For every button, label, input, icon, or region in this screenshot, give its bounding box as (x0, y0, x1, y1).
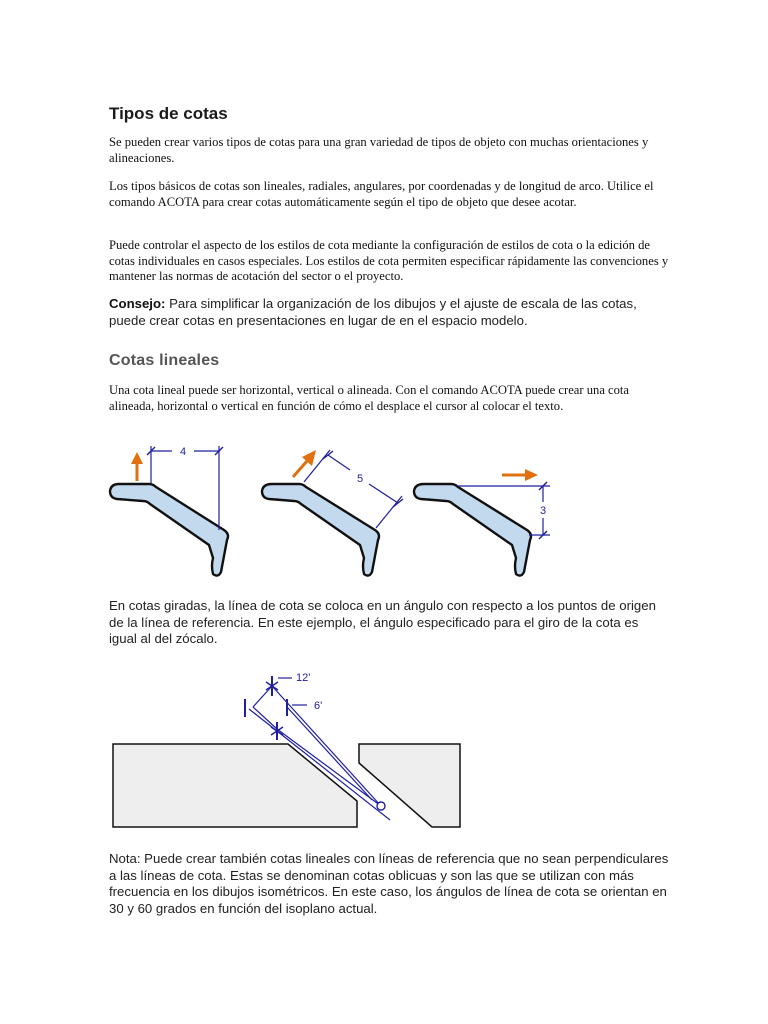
dimension-label-3: 3 (539, 505, 547, 517)
orange-arrow-up-icon (131, 452, 143, 481)
rotated-dimension-figure (100, 665, 480, 830)
dimension-label-5: 5 (356, 473, 364, 485)
dimension-label-4: 4 (179, 446, 187, 458)
section-subtitle: Cotas lineales (109, 352, 220, 369)
molding-profile-2 (262, 484, 379, 576)
linear-dimensions-figure (100, 435, 580, 585)
tip-label: Consejo: (109, 296, 166, 311)
baseboard-block-right (359, 744, 460, 827)
intro-paragraph: Se pueden crear varios tipos de cotas para una gran variedad de tipos de objeto con muchas orientaciones y alineaciones. (109, 135, 649, 165)
oblique-dimension-note: Nota: Puede crear también cotas lineales con líneas de referencia que no sean perpendiculares a las líneas de cota. Estas se denominan cotas oblicuas y son las que se utilizan con más frecuencia en los dibujos isométricos. En este caso, los ángulos de línea de cota se orientan en 30 y 60 grados en función del isoplano actual. (109, 851, 669, 916)
tip-text: Para simplificar la organización de los dibujos y el ajuste de escala de las cotas, puede crear cotas en presentaciones en lugar de en el espacio modelo. (109, 296, 637, 328)
basic-types-paragraph: Los tipos básicos de cotas son lineales, radiales, angulares, por coordenadas y de longitud de arco. Utilice el comando ACOTA para crear cotas automáticamente según el tipo de objeto que desee acotar. (109, 179, 654, 209)
molding-profile-1 (110, 484, 228, 576)
dimension-label-6ft: 6' (314, 700, 323, 712)
dimension-styles-paragraph: Puede controlar el aspecto de los estilos de cota mediante la configuración de estilos de cota o la edición de cotas individuales en casos especiales. Los estilos de cota permiten especificar rápidamente las convenciones y mantener las normas de acotación del sector o el proyecto. (109, 238, 669, 283)
molding-profile-3 (414, 484, 531, 576)
linear-dimension-paragraph: Una cota lineal puede ser horizontal, vertical o alineada. Con el comando ACOTA puede crear una cota alineada, horizontal o vertical en función de cómo el desplace el cursor al colocar el texto. (109, 383, 630, 413)
orange-arrow-diagonal-icon (293, 450, 316, 477)
rotated-dimension-paragraph: En cotas giradas, la línea de cota se coloca en un ángulo con respecto a los puntos de origen de la línea de referencia. En este ejemplo, el ángulo especificado para el giro de la cota es igual al del zócalo. (109, 598, 656, 646)
tip-paragraph (109, 296, 669, 329)
baseboard-block-left (113, 744, 357, 827)
page-title: Tipos de cotas (109, 104, 228, 123)
dimension-label-12ft: 12' (296, 672, 311, 684)
orange-arrow-right-icon (502, 469, 538, 481)
